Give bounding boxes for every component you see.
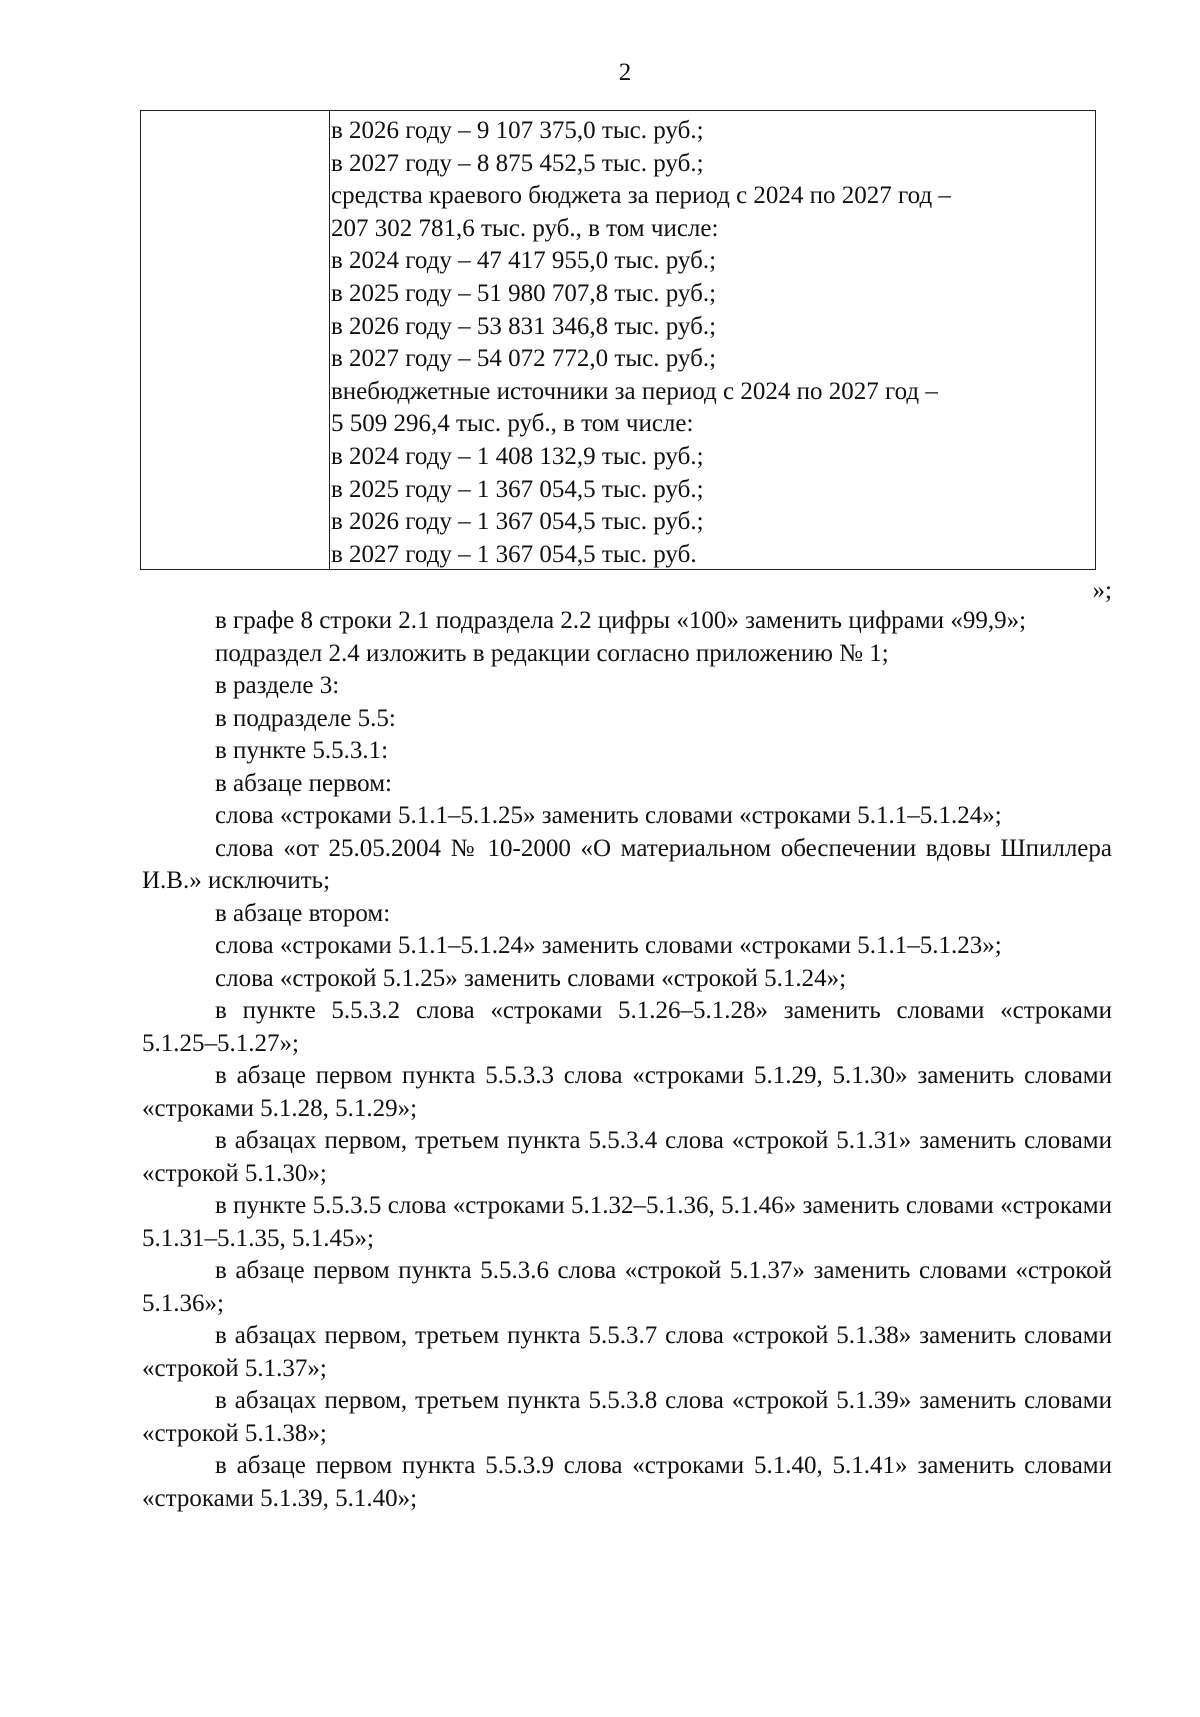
table-empty-left-cell [141, 111, 330, 569]
table-line: в 2026 году – 53 831 346,8 тыс. руб.; [331, 312, 717, 340]
paragraph: подраздел 2.4 изложить в редакции согласно приложению № 1; [215, 639, 889, 667]
paragraph: в абзацах первом, третьем пункта 5.5.3.8 слова «строкой 5.1.39» заменить словами «строкой 5.1.38»; [142, 1387, 1112, 1447]
table-line: в 2024 году – 1 408 132,9 тыс. руб.; [331, 442, 704, 470]
paragraph: слова «от 25.05.2004 № 10-2000 «О материальном обеспечении вдовы Шпиллера И.В.» исключить; [142, 834, 1112, 894]
paragraph: в абзаце втором: [215, 899, 391, 927]
paragraph: в абзаце первом пункта 5.5.3.9 слова «строками 5.1.40, 5.1.41» заменить словами «строками 5.1.39, 5.1.40»; [142, 1452, 1112, 1512]
table-line: в 2027 году – 1 367 054,5 тыс. руб. [331, 540, 697, 568]
paragraph: в абзацах первом, третьем пункта 5.5.3.4 слова «строкой 5.1.31» заменить словами «строкой 5.1.30»; [142, 1127, 1112, 1187]
paragraph: в абзаце первом: [215, 769, 392, 797]
table-line: в 2027 году – 54 072 772,0 тыс. руб.; [331, 345, 717, 373]
paragraph: в разделе 3: [215, 672, 340, 699]
table-financing-cell [331, 115, 1087, 571]
amendments-text [142, 605, 1112, 1515]
page-number: 2 [618, 59, 632, 86]
paragraph: слова «строками 5.1.1–5.1.24» заменить словами «строками 5.1.1–5.1.23»; [215, 932, 1002, 959]
table-line: в 2027 году – 8 875 452,5 тыс. руб.; [331, 149, 704, 177]
paragraph: в пункте 5.5.3.1: [215, 737, 389, 764]
table-line: 207 302 781,6 тыс. руб., в том числе: [331, 214, 719, 242]
paragraph: в пункте 5.5.3.2 слова «строками 5.1.26–5.1.28» заменить словами «строками 5.1.25–5.1.27»; [142, 997, 1112, 1057]
paragraph: в подразделе 5.5: [215, 704, 396, 732]
table-line: средства краевого бюджета за период с 2024 по 2027 год – [331, 182, 951, 210]
table-line: в 2026 году – 1 367 054,5 тыс. руб.; [331, 508, 704, 536]
paragraph: в графе 8 строки 2.1 подраздела 2.2 цифры «100» заменить цифрами «99,9»; [215, 607, 1027, 634]
closing-quote: »; [1092, 577, 1112, 604]
table-line: в 2024 году – 47 417 955,0 тыс. руб.; [331, 247, 717, 275]
paragraph: в абзаце первом пункта 5.5.3.6 слова «строкой 5.1.37» заменить словами «строкой 5.1.36»; [142, 1257, 1112, 1317]
table-line: в 2025 году – 51 980 707,8 тыс. руб.; [331, 279, 717, 307]
paragraph: в абзацах первом, третьем пункта 5.5.3.7 слова «строкой 5.1.38» заменить словами «строкой 5.1.37»; [142, 1322, 1112, 1382]
paragraph: в абзаце первом пункта 5.5.3.3 слова «строками 5.1.29, 5.1.30» заменить словами «строками 5.1.28, 5.1.29»; [142, 1062, 1112, 1122]
table-line: внебюджетные источники за период с 2024 по 2027 год – [331, 377, 938, 405]
paragraph: в пункте 5.5.3.5 слова «строками 5.1.32–5.1.36, 5.1.46» заменить словами «строками 5.1.31–5.1.35, 5.1.45»; [142, 1192, 1112, 1252]
table-line: 5 509 296,4 тыс. руб., в том числе: [331, 410, 694, 438]
paragraph: слова «строками 5.1.1–5.1.25» заменить словами «строками 5.1.1–5.1.24»; [215, 802, 1002, 829]
table-line: в 2025 году – 1 367 054,5 тыс. руб.; [331, 475, 704, 503]
financing-table [140, 110, 1096, 570]
paragraph: слова «строкой 5.1.25» заменить словами «строкой 5.1.24»; [215, 964, 847, 992]
table-line: в 2026 году – 9 107 375,0 тыс. руб.; [331, 117, 704, 144]
